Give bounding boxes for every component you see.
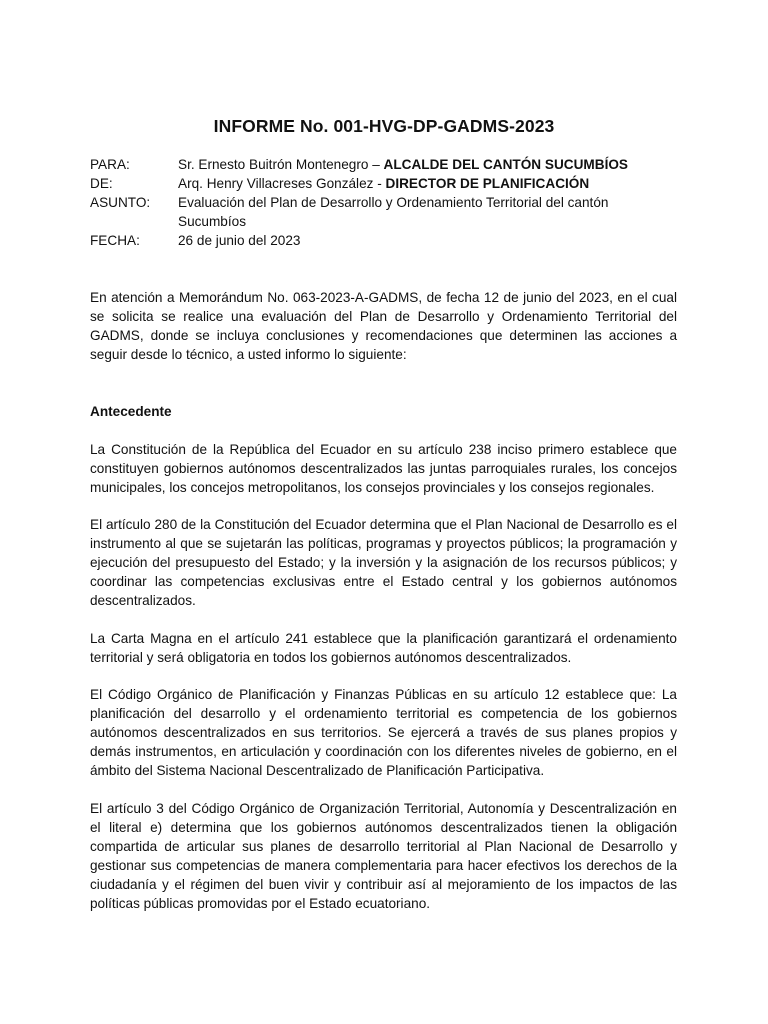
paragraph: La Carta Magna en el artículo 241 establece que la planificación garantizará el ordenamiento territorial y será obligatoria en todos los gobiernos autónomos descentralizados. (90, 630, 677, 665)
asunto-value: Evaluación del Plan de Desarrollo y Ordenamiento Territorial del cantón Sucumbíos (178, 195, 609, 229)
de-label: DE: (90, 176, 113, 191)
paragraph: La Constitución de la República del Ecuador en su artículo 238 inciso primero establece que constituyen gobiernos autónomos descentralizados las juntas parroquiales rurales, los concejos municipales, los concejos metropolitanos, los consejos provinciales y los consejos regionales. (90, 441, 677, 495)
fecha-label: FECHA: (90, 233, 140, 248)
paragraph: El artículo 3 del Código Orgánico de Organización Territorial, Autonomía y Descentralización en el literal e) determina que los gobiernos autónomos descentralizados tienen la obligación compartida de articular sus planes de desarrollo territorial al Plan Nacional de Desarrollo y gestionar sus competencias de manera complementaria para hacer efectivos los derechos de la ciudadanía y el régimen del buen vivir y contribuir así al mejoramiento de los impactos de las políticas públicas promovidas por el Estado ecuatoriano. (90, 800, 677, 911)
paragraph: El Código Orgánico de Planificación y Finanzas Públicas en su artículo 12 establece que: La planificación del desarrollo y el ordenamiento territorial es competencia de los gobiernos autónomos descentralizados en sus territorios. Se ejercerá a través de sus planes propios y demás instrumentos, en articulación y coordinación con los diferentes niveles de gobierno, en el ámbito del Sistema Nacional Descentralizado de Planificación Participativa. (90, 687, 677, 778)
para-name: Sr. Ernesto Buitrón Montenegro – (178, 157, 384, 172)
document-body (90, 288, 677, 931)
header-row-de (90, 174, 680, 193)
fecha-value: 26 de junio del 2023 (178, 233, 301, 248)
header-row-asunto (90, 193, 680, 231)
para-role: ALCALDE DEL CANTÓN SUCUMBÍOS (383, 157, 628, 172)
de-role: DIRECTOR DE PLANIFICACIÓN (385, 176, 590, 191)
section-heading: Antecedente (90, 404, 172, 419)
paragraph: El artículo 280 de la Constitución del Ecuador determina que el Plan Nacional de Desarrollo es el instrumento al que se sujetarán las políticas, programas y proyectos públicos; la programación y ejecución del presupuesto del Estado; y la inversión y la asignación de los recursos públicos; y coordinar las competencias exclusivas entre el Estado central y los gobiernos autónomos descentralizados. (90, 517, 677, 608)
asunto-label: ASUNTO: (90, 195, 151, 210)
de-name: Arq. Henry Villacreses González - (178, 176, 386, 191)
para-label: PARA: (90, 157, 130, 172)
memo-header (90, 155, 680, 250)
header-row-fecha (90, 231, 680, 250)
intro-paragraph: En atención a Memorándum No. 063-2023-A-GADMS, de fecha 12 de junio del 2023, en el cual se solicita se realice una evaluación del Plan de Desarrollo y Ordenamiento Territorial del GADMS, donde se incluya conclusiones y recomendaciones que determinen las acciones a seguir desde lo técnico, a usted informo lo siguiente: (90, 290, 677, 362)
header-row-para (90, 155, 680, 174)
document-title: INFORME No. 001-HVG-DP-GADMS-2023 (213, 116, 555, 136)
